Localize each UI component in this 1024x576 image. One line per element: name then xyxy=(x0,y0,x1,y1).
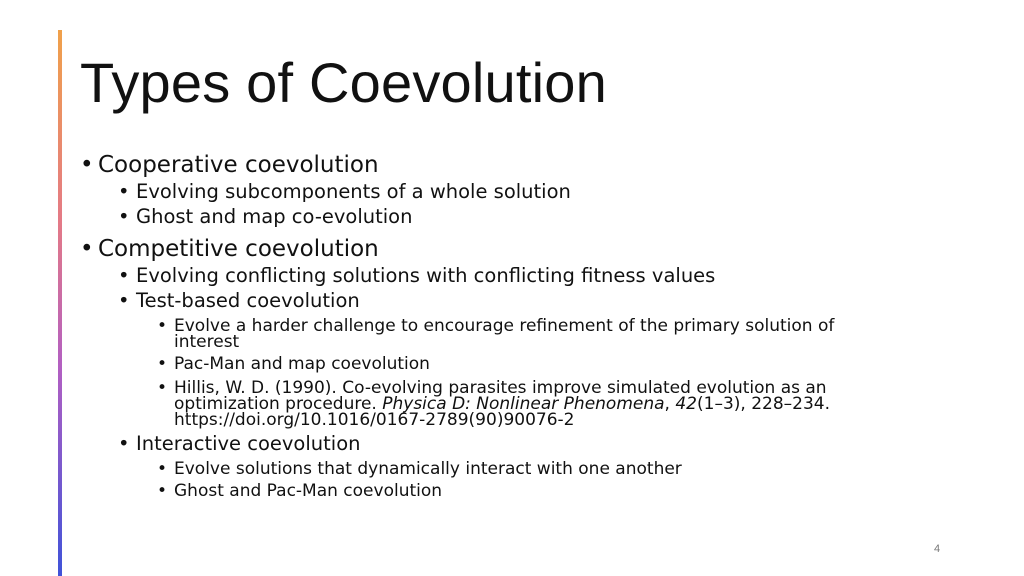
bullet-dot: • xyxy=(157,316,168,336)
bullet-text: Ghost and Pac-Man coevolution xyxy=(174,481,443,501)
bullet-pacman-and-map xyxy=(157,354,430,374)
bullet-text-line-1: Evolve a harder challenge to encourage refinement of the primary solution of xyxy=(174,316,835,336)
bullet-cooperative-coevolution xyxy=(80,151,379,179)
citation-prefix: optimization procedure. xyxy=(174,394,383,414)
bullet-dot: • xyxy=(118,264,130,287)
bullet-ghost-and-pacman xyxy=(157,481,443,501)
bullet-dot: • xyxy=(157,354,168,374)
bullet-text-line-2: interest xyxy=(174,332,240,352)
citation-journal: Physica D: Nonlinear Phenomena xyxy=(382,394,665,414)
bullet-interactive-coevolution xyxy=(118,432,361,456)
citation-volume: 42 xyxy=(675,394,697,414)
bullet-dot: • xyxy=(118,432,130,455)
bullet-competitive-coevolution xyxy=(80,235,379,263)
slide-title: Types of Coevolution xyxy=(80,51,607,114)
bullet-dot: • xyxy=(118,289,130,312)
bullet-evolve-solutions-interact xyxy=(157,459,682,479)
bullet-text: Pac-Man and map coevolution xyxy=(174,354,430,374)
bullet-dot: • xyxy=(80,236,94,262)
bullet-evolving-subcomponents xyxy=(118,180,571,204)
bullet-hillis-citation xyxy=(157,378,831,430)
bullet-text: Competitive coevolution xyxy=(98,236,379,262)
bullet-dot: • xyxy=(157,459,168,479)
page-number: 4 xyxy=(934,543,941,555)
bullet-ghost-and-map xyxy=(118,205,413,229)
bullet-text: Test-based coevolution xyxy=(136,289,360,312)
citation-doi: https://doi.org/10.1016/0167-2789(90)90076-2 xyxy=(174,410,575,430)
bullet-dot: • xyxy=(157,481,168,501)
bullet-dot: • xyxy=(157,378,168,398)
bullet-text: Cooperative coevolution xyxy=(98,152,379,178)
bullet-text: Evolve solutions that dynamically interact with one another xyxy=(174,459,682,479)
citation-pages: (1–3), 228–234. xyxy=(697,394,831,414)
bullet-text: Ghost and map co-evolution xyxy=(136,205,413,228)
bullet-evolve-harder-challenge xyxy=(157,316,835,352)
bullet-text: Evolving subcomponents of a whole solution xyxy=(136,180,571,203)
bullet-text: Evolving conflicting solutions with conflicting fitness values xyxy=(136,264,716,287)
bullet-evolving-conflicting xyxy=(118,264,716,288)
bullet-dot: • xyxy=(118,180,130,203)
bullet-dot: • xyxy=(80,152,94,178)
bullet-dot: • xyxy=(118,205,130,228)
bullet-text: Interactive coevolution xyxy=(136,432,361,455)
citation-line-1: Hillis, W. D. (1990). Co-evolving parasites improve simulated evolution as an xyxy=(174,378,827,398)
bullet-test-based xyxy=(118,289,360,313)
citation-comma: , xyxy=(664,394,676,414)
